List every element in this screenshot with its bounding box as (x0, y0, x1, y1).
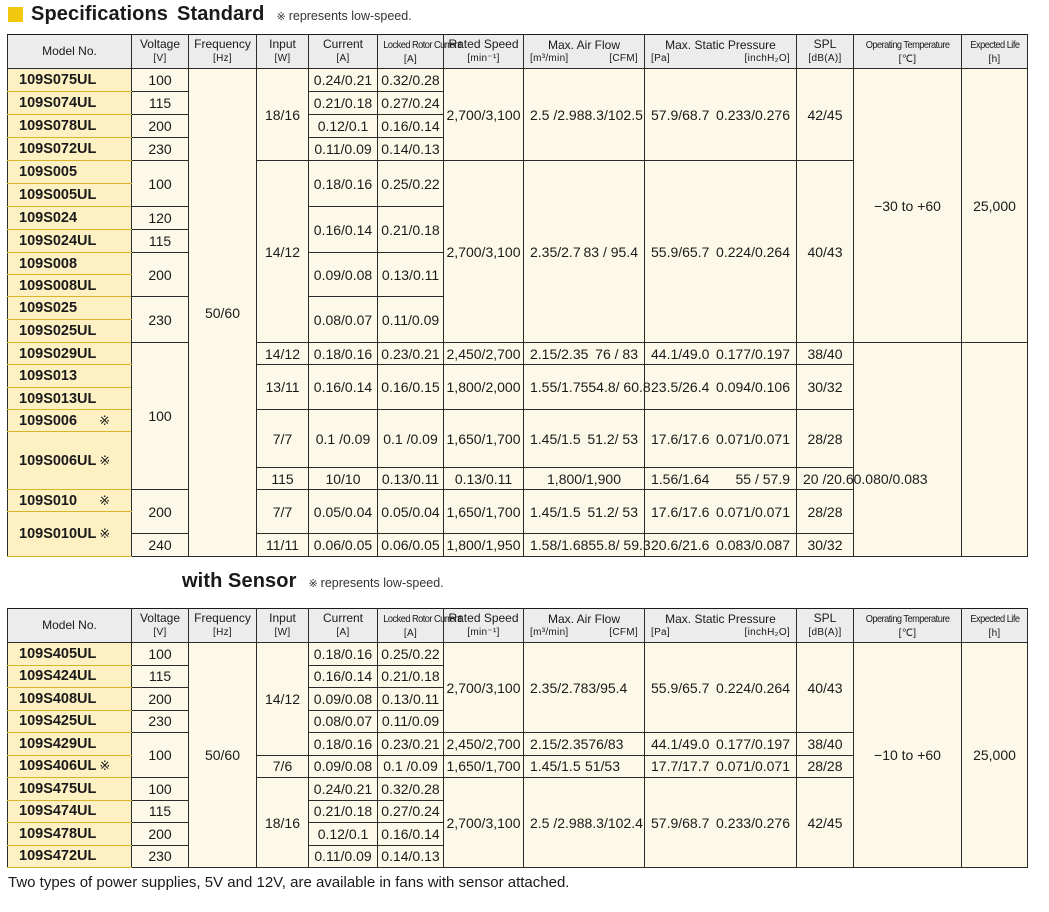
current-cell: 0.18/0.16 (309, 643, 378, 666)
voltage-cell: 230 (132, 710, 189, 733)
header-input: Input [W] (257, 609, 309, 643)
low-speed-mark: ※ (99, 526, 111, 541)
low-speed-note: ※ represents low-speed. (276, 9, 412, 23)
voltage-cell: 230 (132, 845, 189, 868)
low-speed-mark: ※ (308, 578, 318, 590)
spl-cell: 28/28 (797, 755, 854, 778)
airflow-cell: 2.5 /2.9 88.3/102.4 (524, 778, 645, 868)
header-air-flow: Max. Air Flow [m³/min] [CFM] (524, 609, 645, 643)
model-cell: 109S008 (8, 253, 132, 275)
current-cell: 0.12/0.1 (309, 823, 378, 846)
title-with-sensor: with Sensor (182, 570, 297, 592)
header-rated-speed: Rated Speed [min⁻¹] (444, 609, 524, 643)
model-cell: 109S005 (8, 161, 132, 184)
voltage-cell: 120 (132, 207, 189, 230)
model-cell: 109S029UL (8, 343, 132, 365)
header-rated-speed: Rated Speed [min⁻¹] (444, 35, 524, 69)
locked-current-cell: 0.23/0.21 (378, 343, 444, 365)
model-cell: 109S013UL (8, 388, 132, 410)
speed-cell: 1,800/1,900 (524, 468, 645, 490)
voltage-cell: 200 (132, 688, 189, 711)
speed-cell: 1,650/1,700 (444, 490, 524, 534)
speed-cell: 2,450/2,700 (444, 733, 524, 756)
current-cell: 0.1 /0.09 (309, 410, 378, 468)
life-cell-blank (962, 343, 1028, 557)
input-cell: 18/16 (257, 778, 309, 868)
header-expected-life: Expected Life [h] (962, 609, 1028, 643)
current-cell: 0.24/0.21 (309, 778, 378, 801)
title-standard: Standard (177, 3, 265, 25)
header-model: Model No. (8, 35, 132, 69)
locked-current-cell: 0.25/0.22 (378, 643, 444, 666)
header-locked-rotor-current: Locked Rotor Current [A] (378, 35, 444, 69)
model-cell: 109S478UL (8, 823, 132, 846)
voltage-cell: 230 (132, 297, 189, 343)
input-cell: 7/6 (257, 755, 309, 778)
header-voltage: Voltage [V] (132, 609, 189, 643)
model-cell: 109S408UL (8, 688, 132, 711)
spl-cell: 40/43 (797, 643, 854, 733)
voltage-cell: 115 (132, 665, 189, 688)
model-cell: 109S074UL (8, 92, 132, 115)
voltage-cell: 115 (132, 800, 189, 823)
current-cell: 0.21/0.18 (309, 92, 378, 115)
pressure-cell: 57.9/68.7 0.233/0.276 (645, 69, 797, 161)
header-spl: SPL [dB(A)] (797, 609, 854, 643)
current-cell: 0.16/0.14 (309, 365, 378, 410)
airflow-cell: 1.58/1.68 55.8/ 59.3 (524, 534, 645, 557)
airflow-cell: 1.45/1.5 51/53 (524, 755, 645, 778)
model-cell: 109S078UL (8, 115, 132, 138)
input-cell: 14/12 (257, 161, 309, 343)
model-cell: 109S475UL (8, 778, 132, 801)
locked-current-cell: 0.25/0.22 (378, 161, 444, 207)
model-cell: 109S024 (8, 207, 132, 230)
airflow-cell: 2.35/2.7 83/95.4 (524, 643, 645, 733)
current-cell: 0.13/0.11 (378, 468, 444, 490)
pressure-cell: 17.7/17.7 0.071/0.071 (645, 755, 797, 778)
airflow-cell: 2.15/2.35 76/83 (524, 733, 645, 756)
header-current: Current [A] (309, 35, 378, 69)
locked-current-cell: 0.21/0.18 (378, 207, 444, 253)
pressure-cell: 55.9/65.7 0.224/0.264 (645, 161, 797, 343)
airflow-cell: 2.15/2.35 76 / 83 (524, 343, 645, 365)
voltage-cell: 100 (132, 733, 189, 778)
airflow-cell: 1.45/1.5 51.2/ 53 (524, 410, 645, 468)
header-expected-life: Expected Life [h] (962, 35, 1028, 69)
input-cell: 13/11 (257, 365, 309, 410)
locked-current-cell: 0.13/0.11 (444, 468, 524, 490)
pressure-cell: 57.9/68.7 0.233/0.276 (645, 778, 797, 868)
speed-cell: 2,700/3,100 (444, 778, 524, 868)
low-speed-mark: ※ (276, 11, 286, 23)
locked-current-cell: 0.23/0.21 (378, 733, 444, 756)
frequency-cell: 50/60 (189, 69, 257, 557)
model-cell: 109S010 ※ (8, 490, 132, 512)
model-cell: 109S472UL (8, 845, 132, 868)
model-cell: 109S424UL (8, 665, 132, 688)
header-model: Model No. (8, 609, 132, 643)
airflow-cell: 1.45/1.5 51.2/ 53 (524, 490, 645, 534)
locked-current-cell: 0.11/0.09 (378, 297, 444, 343)
spl-cell: 28/28 (797, 410, 854, 468)
header-static-pressure: Max. Static Pressure [Pa] [inchH₂O] (645, 35, 797, 69)
spl-cell: 38/40 (797, 733, 854, 756)
airflow-cell: 2.5 /2.9 88.3/102.5 (524, 69, 645, 161)
section-title-with-sensor (182, 570, 444, 593)
low-speed-mark: ※ (99, 452, 111, 468)
current-cell: 0.18/0.16 (309, 343, 378, 365)
model-cell: 109S024UL (8, 230, 132, 253)
voltage-cell: 200 (132, 115, 189, 138)
header-frequency: Frequency [Hz] (189, 35, 257, 69)
locked-current-cell: 0.06/0.05 (378, 534, 444, 557)
frequency-cell: 50/60 (189, 643, 257, 868)
model-cell: 109S406UL ※ (8, 755, 132, 778)
spl-cell: 28/28 (797, 490, 854, 534)
input-cell: 14/12 (257, 643, 309, 756)
input-cell: 7/7 (257, 490, 309, 534)
spl-cell: 38/40 (797, 343, 854, 365)
current-cell: 0.16/0.14 (309, 665, 378, 688)
speed-cell: 2,450/2,700 (444, 343, 524, 365)
model-cell: 109S474UL (8, 800, 132, 823)
model-cell: 109S006 ※ (8, 410, 132, 432)
power-supply-footnote: Two types of power supplies, 5V and 12V, are available in fans with sensor attached. (8, 874, 570, 891)
current-cell: 0.18/0.16 (309, 161, 378, 207)
low-speed-mark: ※ (99, 758, 111, 774)
locked-current-cell: 0.16/0.14 (378, 823, 444, 846)
voltage-cell: 100 (132, 778, 189, 801)
voltage-cell: 100 (132, 643, 189, 666)
section-title-standard (8, 3, 412, 26)
temperature-cell: −10 to +60 (854, 643, 962, 868)
header-voltage: Voltage [V] (132, 35, 189, 69)
current-cell: 0.08/0.07 (309, 710, 378, 733)
header-air-flow: Max. Air Flow [m³/min] [CFM] (524, 35, 645, 69)
locked-current-cell: 0.32/0.28 (378, 69, 444, 92)
locked-current-cell: 0.13/0.11 (378, 253, 444, 297)
life-cell: 25,000 (962, 643, 1028, 868)
current-cell: 0.09/0.08 (309, 755, 378, 778)
spl-cell: 40/43 (797, 161, 854, 343)
current-cell: 0.05/0.04 (309, 490, 378, 534)
spl-cell: 30/32 (797, 365, 854, 410)
current-cell: 0.11/0.09 (309, 138, 378, 161)
locked-current-cell: 0.11/0.09 (378, 710, 444, 733)
temperature-cell: −30 to +60 (854, 69, 962, 343)
model-cell: 109S008UL (8, 275, 132, 297)
pressure-cell: 55.9/65.7 0.224/0.264 (645, 643, 797, 733)
voltage-cell: 200 (132, 253, 189, 297)
voltage-cell: 200 (132, 823, 189, 846)
current-cell: 0.16/0.14 (309, 207, 378, 253)
locked-current-cell: 0.16/0.14 (378, 115, 444, 138)
model-cell: 109S025UL (8, 320, 132, 343)
title-specifications: Specifications (31, 3, 168, 25)
current-cell: 0.06/0.05 (309, 534, 378, 557)
speed-cell: 1,650/1,700 (444, 410, 524, 468)
current-cell: 0.08/0.07 (309, 297, 378, 343)
speed-cell: 1,800/2,000 (444, 365, 524, 410)
header-spl: SPL [dB(A)] (797, 35, 854, 69)
pressure-cell: 44.1/49.0 0.177/0.197 (645, 343, 797, 365)
spec-table-standard (7, 34, 1028, 557)
voltage-cell: 100 (132, 69, 189, 92)
pressure-cell: 44.1/49.0 0.177/0.197 (645, 733, 797, 756)
voltage-cell: 115 (257, 468, 309, 490)
model-cell: 109S075UL (8, 69, 132, 92)
header-current: Current [A] (309, 609, 378, 643)
airflow-cell: 2.35/2.7 83 / 95.4 (524, 161, 645, 343)
voltage-cell: 230 (132, 138, 189, 161)
spl-cell: 30/32 (797, 534, 854, 557)
low-speed-mark: ※ (99, 492, 110, 508)
pressure-cell: 20 /20.6 0.080/0.083 (797, 468, 854, 490)
model-cell: 109S013 (8, 365, 132, 388)
speed-cell: 1,650/1,700 (444, 755, 524, 778)
current-cell: 0.09/0.08 (309, 253, 378, 297)
current-cell: 0.09/0.08 (309, 688, 378, 711)
header-input: Input [W] (257, 35, 309, 69)
model-cell: 109S006UL ※ (8, 432, 132, 490)
current-cell: 0.21/0.18 (309, 800, 378, 823)
input-cell: 14/12 (257, 343, 309, 365)
locked-current-cell: 0.1 /0.09 (378, 755, 444, 778)
header-operating-temperature: Operating Temperature [℃] (854, 609, 962, 643)
spec-table-with-sensor (7, 608, 1028, 868)
input-cell: 10/10 (309, 468, 378, 490)
voltage-cell: 200 (132, 490, 189, 534)
pressure-cell: 23.5/26.4 0.094/0.106 (645, 365, 797, 410)
voltage-cell: 115 (132, 230, 189, 253)
locked-current-cell: 0.14/0.13 (378, 138, 444, 161)
speed-cell: 1,800/1,950 (444, 534, 524, 557)
model-cell: 109S429UL (8, 733, 132, 756)
header-static-pressure: Max. Static Pressure [Pa] [inchH₂O] (645, 609, 797, 643)
locked-current-cell: 0.14/0.13 (378, 845, 444, 868)
life-cell: 25,000 (962, 69, 1028, 343)
locked-current-cell: 0.05/0.04 (378, 490, 444, 534)
speed-cell: 2,700/3,100 (444, 69, 524, 161)
current-cell: 0.24/0.21 (309, 69, 378, 92)
locked-current-cell: 0.13/0.11 (378, 688, 444, 711)
airflow-cell: 1.55/1.75 54.8/ 60.8 (524, 365, 645, 410)
locked-current-cell: 0.21/0.18 (378, 665, 444, 688)
speed-cell: 2,700/3,100 (444, 643, 524, 733)
model-cell: 109S025 (8, 297, 132, 320)
pressure-cell: 17.6/17.6 0.071/0.071 (645, 410, 797, 468)
input-cell: 7/7 (257, 410, 309, 468)
locked-current-cell: 0.27/0.24 (378, 800, 444, 823)
locked-current-cell: 0.27/0.24 (378, 92, 444, 115)
low-speed-mark: ※ (99, 412, 110, 428)
input-cell: 11/11 (257, 534, 309, 557)
pressure-cell: 17.6/17.6 0.071/0.071 (645, 490, 797, 534)
speed-cell: 2,700/3,100 (444, 161, 524, 343)
model-cell: 109S405UL (8, 643, 132, 666)
header-locked-rotor-current: Locked Rotor Current [A] (378, 609, 444, 643)
locked-current-cell: 0.16/0.15 (378, 365, 444, 410)
locked-current-cell: 0.1 /0.09 (378, 410, 444, 468)
voltage-cell: 100 (132, 161, 189, 207)
voltage-cell: 115 (132, 92, 189, 115)
voltage-cell: 240 (132, 534, 189, 557)
header-frequency: Frequency [Hz] (189, 609, 257, 643)
current-cell: 0.11/0.09 (309, 845, 378, 868)
current-cell: 0.12/0.1 (309, 115, 378, 138)
model-cell: 109S425UL (8, 710, 132, 733)
voltage-cell: 100 (132, 343, 189, 490)
model-cell: 109S010UL ※ (8, 512, 132, 557)
current-cell: 0.18/0.16 (309, 733, 378, 756)
airflow-cell: 1.56/1.64 55 / 57.9 (645, 468, 797, 490)
temperature-cell-blank (854, 343, 962, 557)
spl-cell: 42/45 (797, 778, 854, 868)
locked-current-cell: 0.32/0.28 (378, 778, 444, 801)
title-marker-square (8, 7, 23, 22)
pressure-cell: 20.6/21.6 0.083/0.087 (645, 534, 797, 557)
model-cell: 109S005UL (8, 184, 132, 207)
header-operating-temperature: Operating Temperature [℃] (854, 35, 962, 69)
input-cell: 18/16 (257, 69, 309, 161)
model-cell: 109S072UL (8, 138, 132, 161)
spl-cell: 42/45 (797, 69, 854, 161)
low-speed-note: ※ represents low-speed. (308, 576, 444, 590)
